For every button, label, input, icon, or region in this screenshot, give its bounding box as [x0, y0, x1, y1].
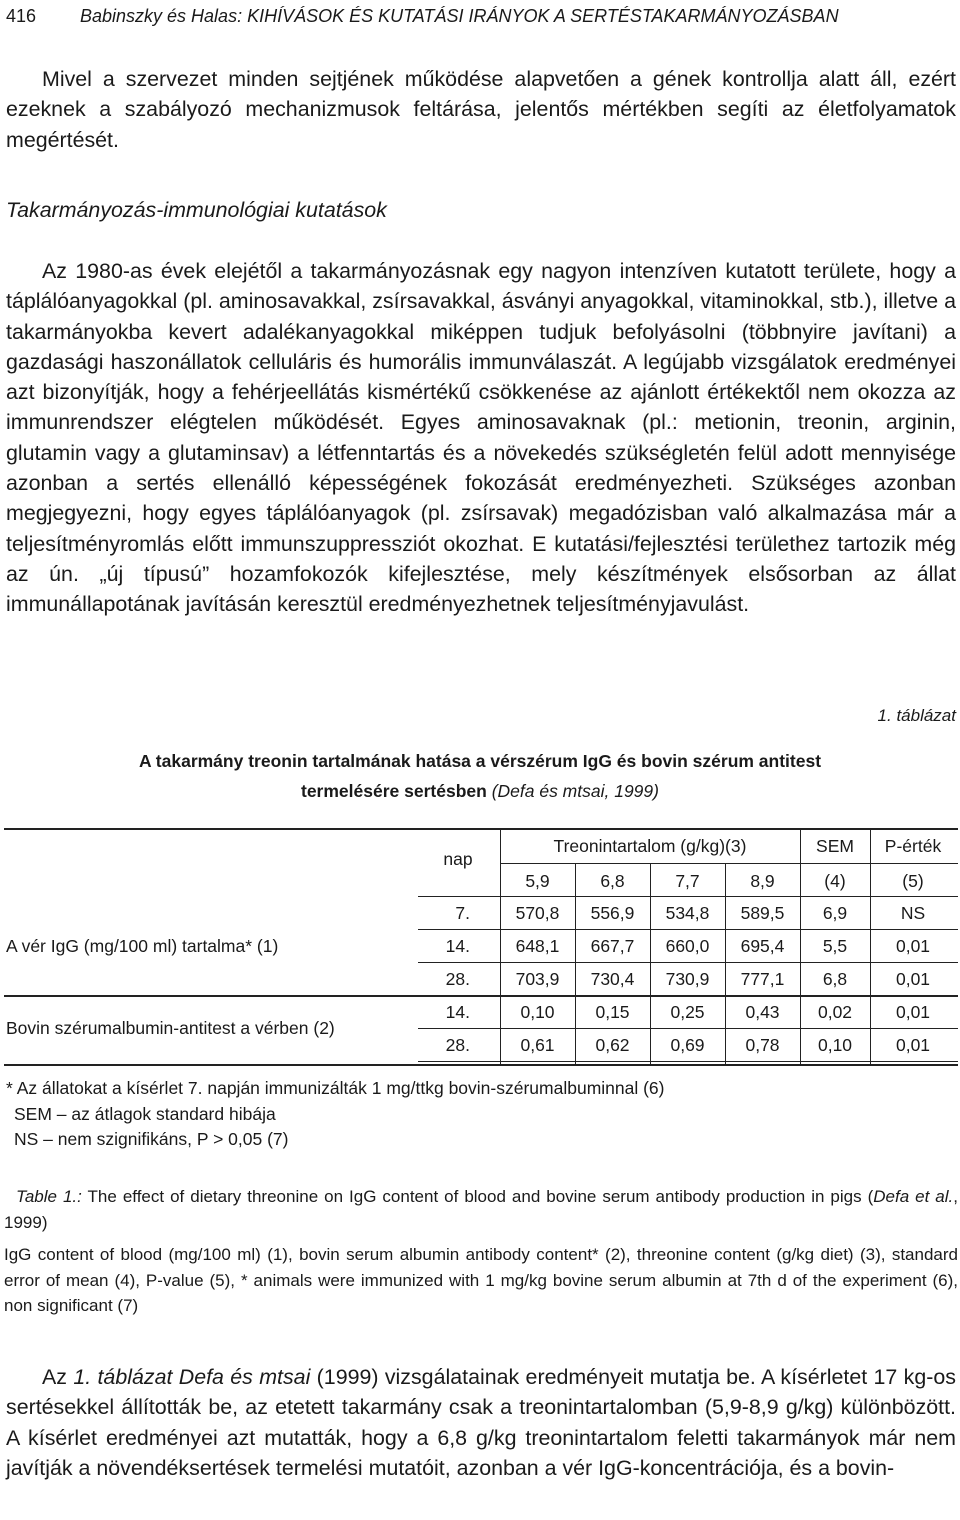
table-cell-value: 0,25	[670, 1002, 705, 1022]
english-caption: Table 1.: The effect of dietary threonine on IgG content of blood and bovine serum antibody production in pigs (Defa et al., 1999)	[4, 1187, 958, 1232]
table-notes	[6, 1076, 665, 1153]
table-column-rule	[870, 829, 871, 1064]
table-cell-value: 730,4	[590, 969, 635, 989]
table-cell-value: 0,43	[745, 1002, 780, 1022]
table-cell-p: 0,01	[895, 969, 931, 989]
treonin-level-header: 8,9	[750, 871, 775, 891]
table-title	[20, 746, 940, 806]
col-header-nap: nap	[443, 849, 473, 869]
table-cell-sem: 0,02	[817, 1002, 853, 1022]
table-top-rule	[4, 828, 958, 830]
table-rule	[418, 896, 958, 897]
table-cell-value: 0,10	[520, 1002, 555, 1022]
table-cell-value: 648,1	[515, 936, 560, 956]
table-column-rule	[575, 864, 576, 1064]
table-cell-p: 0,01	[895, 936, 931, 956]
table-column-rule	[725, 864, 726, 1064]
note-immunization: * Az állatokat a kísérlet 7. napján immunizálták 1 mg/ttkg bovin-szérumalbuminnal (6)	[6, 1078, 665, 1098]
table-cell-p: 0,01	[895, 1002, 931, 1022]
treonin-level-header: 6,8	[600, 871, 625, 891]
table-cell-day: 14.	[445, 936, 470, 956]
table-cell-value: 556,9	[590, 903, 635, 923]
page-number: 416	[6, 6, 37, 26]
col-header-sem: SEM	[816, 836, 854, 856]
table-cell-day: 28.	[445, 1035, 470, 1055]
table-cell-value: 534,8	[665, 903, 710, 923]
note-ns: NS – nem szignifikáns, P > 0,05 (7)	[14, 1129, 289, 1149]
header-authors: Babinszky és Halas:	[80, 6, 243, 26]
col-header-p-sub: (5)	[902, 871, 924, 891]
table-column-rule	[800, 829, 801, 1064]
table-column-rule	[500, 829, 501, 1064]
section-heading: Takarmányozás-immunológiai kutatások	[6, 198, 387, 222]
table-rule	[418, 1028, 958, 1029]
table-rule	[418, 962, 958, 963]
table-rule	[418, 929, 958, 930]
table-bottom-rule	[4, 1064, 958, 1066]
table-cell-value: 0,61	[520, 1035, 555, 1055]
english-legend: IgG content of blood (mg/100 ml) (1), bovin serum albumin antibody content* (2), threonine content (g/kg diet) (3), standard error of mean (4), P-value (5), * animals were immunized with 1 mg/kg bovine serum albumin at 7th d of the experiment (6), non significant (7)	[4, 1245, 958, 1315]
table-label: 1. táblázat	[877, 706, 956, 725]
running-header	[80, 6, 839, 27]
intro-paragraph: Mivel a szervezet minden sejtjének működése alapvetően a gének kontrollja alatt áll, ezért ezeknek a szabályozó mechanizmusok feltárása, jelentős mértékben segíti az életfolyamatok megértését.	[6, 67, 956, 152]
table-column-rule	[650, 864, 651, 1064]
closing-table-reference: 1. táblázat Defa és mtsai	[73, 1365, 311, 1389]
treonin-level-header: 5,9	[525, 871, 550, 891]
table-cell-p: NS	[900, 903, 926, 923]
row-group-label: Bovin szérumalbumin-antitest a vérben (2)	[6, 1018, 335, 1038]
col-header-treonin: Treonintartalom (g/kg)(3)	[553, 836, 747, 856]
table-cell-sem: 6,9	[822, 903, 848, 923]
table-cell-value: 0,15	[595, 1002, 630, 1022]
row-group-label: A vér IgG (mg/100 ml) tartalma* (1)	[6, 935, 279, 956]
header-title: KIHÍVÁSOK ÉS KUTATÁSI IRÁNYOK A SERTÉSTAKARMÁNYOZÁSBAN	[247, 6, 839, 26]
table-cell-value: 0,69	[670, 1035, 705, 1055]
table-cell-value: 589,5	[740, 903, 785, 923]
table-cell-value: 695,4	[740, 936, 785, 956]
table-citation: (Defa és mtsai, 1999)	[491, 781, 659, 801]
english-caption-label: Table 1.:	[16, 1187, 82, 1206]
table-rule	[418, 1061, 958, 1062]
table-cell-day: 14.	[445, 1002, 470, 1022]
table-cell-day: 7.	[455, 903, 470, 923]
table-cell-value: 570,8	[515, 903, 560, 923]
col-header-sem-sub: (4)	[824, 871, 846, 891]
table-cell-value: 0,62	[595, 1035, 630, 1055]
table-cell-sem: 0,10	[817, 1035, 853, 1055]
table-title-line1: A takarmány treonin tartalmának hatása a vérszérum IgG és bovin szérum antitest	[138, 751, 822, 771]
table-title-line2: termelésére sertésben (Defa és mtsai, 1999)	[301, 781, 659, 801]
table-rule	[500, 863, 958, 864]
table-cell-day: 28.	[445, 969, 470, 989]
note-sem: SEM – az átlagok standard hibája	[14, 1103, 276, 1124]
table-cell-value: 777,1	[740, 969, 785, 989]
table-cell-p: 0,01	[895, 1035, 931, 1055]
col-header-p: P-érték	[884, 836, 942, 856]
table-group-divider	[4, 995, 958, 997]
table-cell-sem: 6,8	[822, 969, 848, 989]
table-cell-value: 0,78	[745, 1035, 780, 1055]
section-paragraph: Az 1980-as évek elejétől a takarmányozásnak egy nagyon intenzíven kutatott területe, hogy a táplálóanyagokkal (pl. aminosavakkal, zsírsavakkal, ásványi anyagokkal, vitaminokkal, stb.), illetve a takarmányokba kevert adalékanyagokkal miképpen tudjuk befolyásolni (többnyire javítani) a gazdasági haszonállatok celluláris és humorális immunválaszát. A legújabb vizsgálatok eredményei azt bizonyítják, hogy a fehérjeellátás kismértékű csökkenése az ajánlott értékektől nem okozza az immunrendszer elégtelen működését. Egyes aminosavaknak (pl.: metionin, treonin, arginin, glutamin vagy a glutaminsav) a létfenntartás és a növekedés szükségletén felül adott mennyisége azonban a sertés ellenálló képességének fokozását eredményezheti. Szükséges azonban megjegyezni, hogy egyes táplálóanyagok (pl. zsírsavak) megadózisban való alkalmazása már a teljesítményromlás előtt immunszuppressziót okozhat. E kutatási/fejlesztési területhez tartozik még az ún. „új típusú” hozamfokozók kifejlesztése, mely készítmények elsősorban az állat immunállapotának javításán keresztül eredményezhetnek teljesítményjavulást.	[6, 259, 956, 617]
table-cell-value: 730,9	[665, 969, 710, 989]
closing-paragraph: Az 1. táblázat Defa és mtsai (1999) vizsgálatainak eredményeit mutatja be. A kísérletet 17 kg-os sertésekkel állították be, az etetett takarmány csak a treonintartalomban (5,9-8,9 g/kg) különbözött. A kísérlet eredményei azt mutatták, hogy a 6,8 g/kg treonintartalom feletti takarmányok már nem javítják a növendéksertések termelési mutatóit, azonban a vér IgG-koncentrációja, és a bovin-	[6, 1365, 956, 1480]
treonin-level-header: 7,7	[675, 871, 700, 891]
table-cell-value: 660,0	[665, 936, 710, 956]
table-cell-sem: 5,5	[822, 936, 848, 956]
table-cell-value: 667,7	[590, 936, 635, 956]
table-cell-value: 703,9	[515, 969, 560, 989]
